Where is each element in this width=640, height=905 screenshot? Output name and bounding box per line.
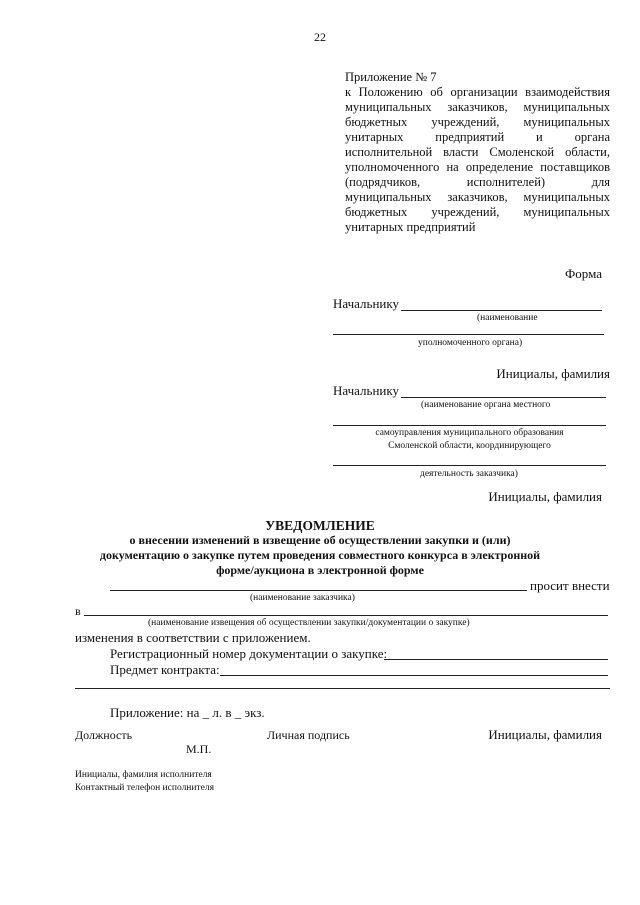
subject-line2[interactable] [75,688,610,689]
addressee1-caption2: уполномоченного органа) [418,338,523,348]
appendix-line: исполнительной власти Смоленской области, [345,145,610,159]
asks-text: просит внести [530,578,610,593]
appendix-line: уполномоченного на определение поставщиков [345,160,610,174]
executor-phone-label: Контактный телефон исполнителя [75,783,214,793]
appendix-line: бюджетных учреждений, муниципальных [345,205,610,219]
reg-number-line[interactable] [384,659,608,660]
addressee1-caption1: (наименование [477,313,538,323]
appendix-line: унитарных предприятий и органа [345,130,610,144]
page-number: 22 [314,30,326,44]
subject-label: Предмет контракта: [110,662,220,677]
notice-name-line[interactable] [84,615,608,616]
in-prefix: в [75,604,81,618]
addressee1-fill-line2[interactable] [333,334,604,335]
customer-caption: (наименование заказчика) [250,593,355,603]
attachment-text: Приложение: на _ л. в _ экз. [110,705,265,720]
addressee2-fill-line3[interactable] [333,465,606,466]
addressee1-initials: Инициалы, фамилия [496,366,610,381]
addressee2-caption4: деятельность заказчика) [420,469,518,479]
appendix-block [345,70,610,235]
executor-name-label: Инициалы, фамилия исполнителя [75,770,212,780]
appendix-line: (подрядчиков, исполнителей) для [345,175,610,189]
addressee2-caption1: (наименование органа местного [421,400,551,410]
stamp-label: М.П. [186,742,212,756]
appendix-line: муниципальных заказчиков, муниципальных [345,190,610,204]
addressee2-fill-line[interactable] [401,397,606,398]
appendix-line: унитарных предприятий [345,220,476,234]
personal-signature-label: Личная подпись [267,728,350,742]
addressee2-caption2: самоуправления муниципального образования [375,428,564,438]
notice-subtitle: форме/аукциона в электронной форме [216,563,424,577]
appendix-line: бюджетных учреждений, муниципальных [345,115,610,129]
signer-initials-label: Инициалы, фамилия [488,727,602,742]
notice-subtitle: о внесении изменений в извещение об осуществлении закупки и (или) [129,533,511,547]
notice-caption: (наименование извещения об осуществлении закупки/документации о закупке) [148,618,470,628]
notice-subtitle: документацию о закупке путем проведения совместного конкурса в электронной [99,548,541,562]
addressee1-label: Начальнику [333,296,400,311]
customer-name-line[interactable] [110,590,527,591]
appendix-line: муниципальных заказчиков, муниципальных [345,100,610,114]
addressee2-fill-line2[interactable] [333,425,606,426]
appendix-title: Приложение № 7 [345,70,437,84]
addressee2-caption3: Смоленской области, координирующего [388,441,551,451]
addressee2-initials: Инициалы, фамилия [488,489,602,504]
changes-text: изменения в соответствии с приложением. [75,630,311,645]
reg-number-label: Регистрационный номер документации о закупке: [110,646,388,661]
form-label: Форма [565,266,602,281]
position-label: Должность [75,728,133,742]
notice-title: УВЕДОМЛЕНИЕ [265,518,375,533]
addressee1-fill-line[interactable] [401,310,602,311]
subject-line[interactable] [220,675,608,676]
appendix-line: к Положению об организации взаимодействия [345,85,610,99]
addressee2-label: Начальнику [333,383,400,398]
